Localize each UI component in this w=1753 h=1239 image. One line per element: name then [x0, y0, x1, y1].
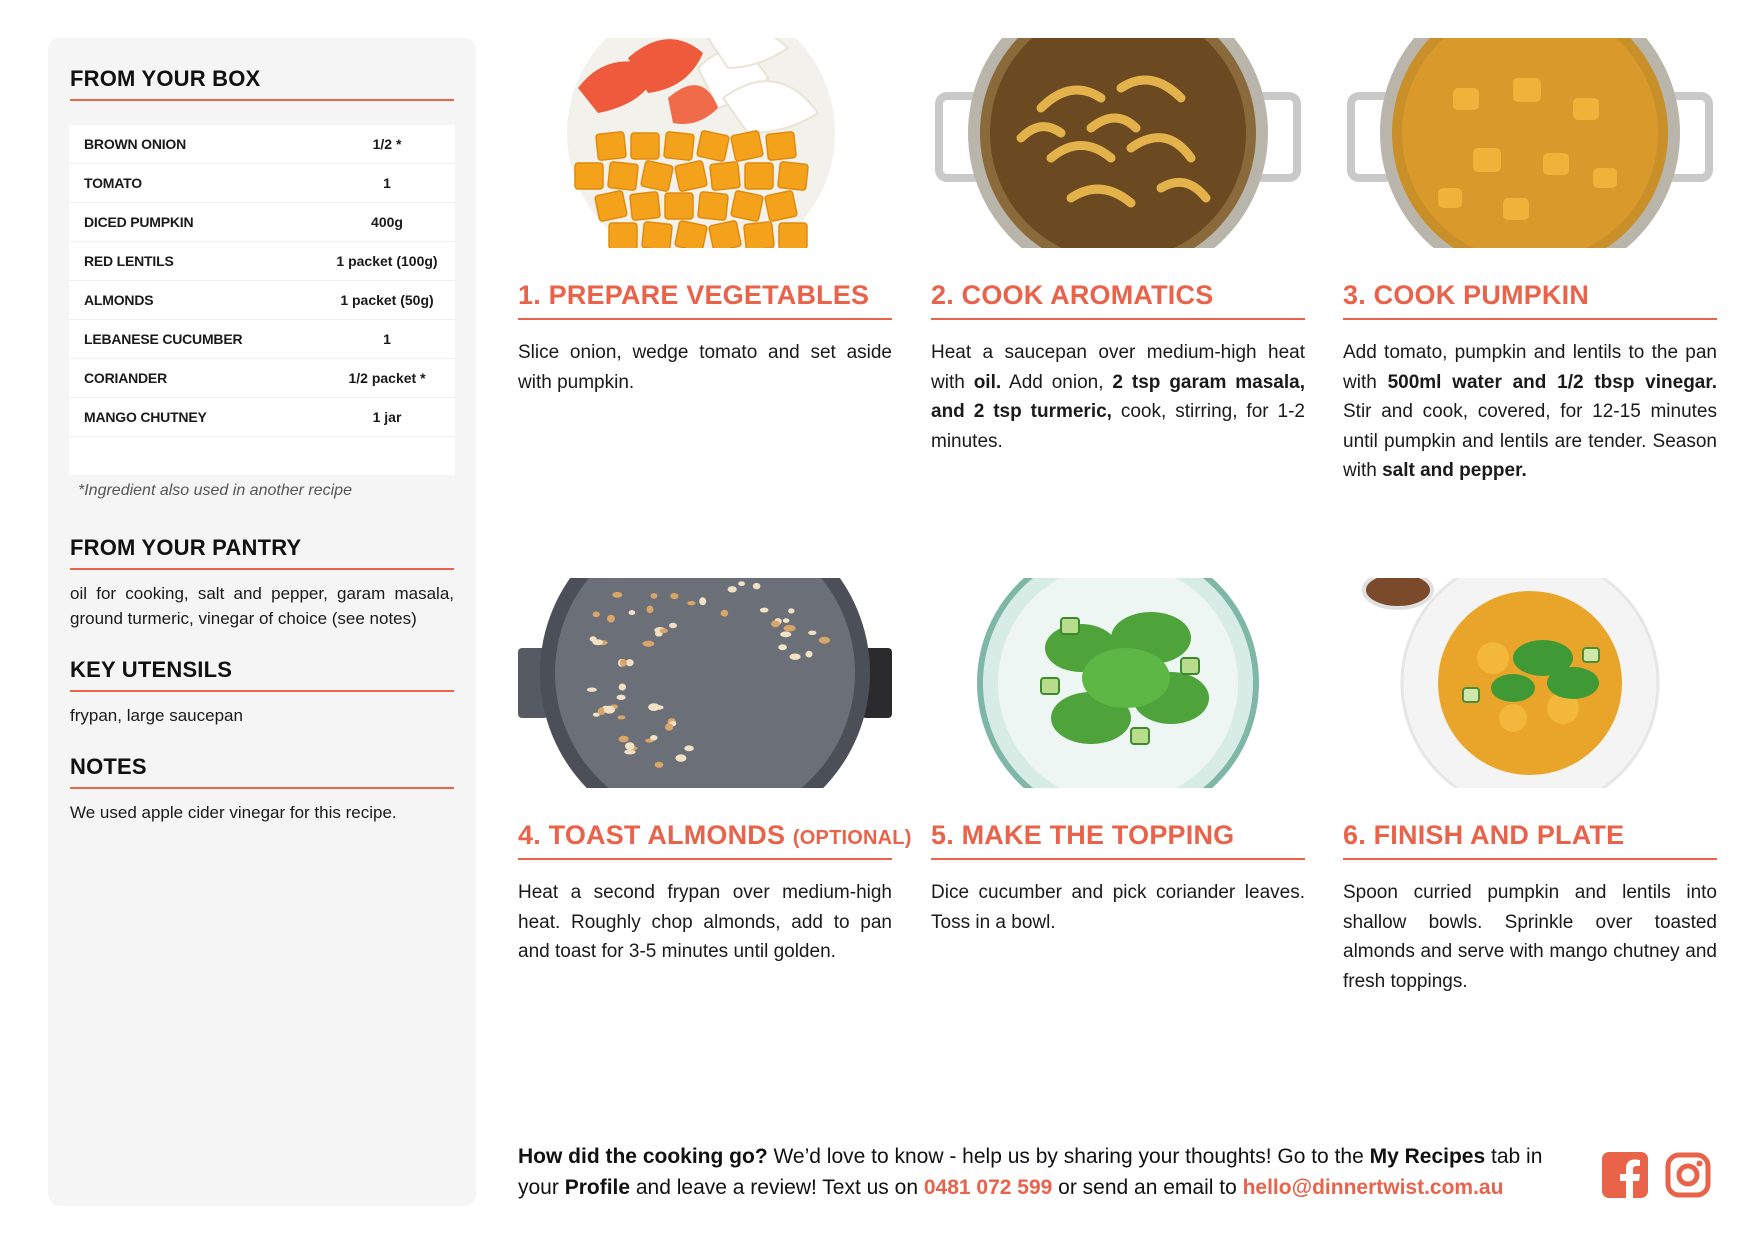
ingredient-row-empty [69, 437, 455, 475]
ingredient-name: ALMONDS [84, 292, 154, 308]
almond-piece [738, 581, 745, 586]
feedback-footer [518, 1141, 1578, 1203]
plated-curry-photo-icon [1343, 578, 1717, 788]
almond-piece [654, 705, 664, 709]
almond-piece [612, 592, 622, 598]
step-4-title [518, 820, 912, 860]
almond-piece [651, 593, 658, 599]
ingredient-qty: 1 [383, 331, 391, 347]
almond-piece [687, 601, 695, 605]
step-2-body [931, 338, 1305, 456]
pumpkin-cube [731, 130, 764, 161]
almond-piece [593, 612, 600, 618]
ingredients-table [69, 125, 455, 475]
step-text: Dice cucumber and pick coriander leaves. Toss in a bowl. [931, 882, 1305, 933]
almond-piece [778, 644, 787, 650]
pantry-text: oil for cooking, salt and pepper, garam masala, ground turmeric, vinegar of choice (see notes) [70, 584, 454, 628]
step-5-title: 5. MAKE THE TOPPING [931, 820, 1305, 860]
step-1-title: 1. PREPARE VEGETABLES [518, 280, 892, 320]
almond-piece [808, 631, 816, 635]
footer-text: tab in your [518, 1145, 1543, 1199]
almond-piece [675, 754, 686, 761]
pumpkin-cube [664, 132, 695, 161]
almond-piece [819, 637, 830, 644]
footer-text-bold: My Recipes [1369, 1145, 1486, 1168]
pumpkin-cube [778, 162, 809, 191]
almond-piece [619, 684, 626, 691]
ingredient-qty: 1 [383, 175, 391, 191]
pumpkin-cube [765, 190, 798, 221]
ingredient-qty: 1 jar [372, 409, 402, 425]
ingredient-name: BROWN ONION [84, 136, 187, 152]
pumpkin-cube [642, 222, 673, 248]
saucepan-pumpkin-photo-icon [1343, 38, 1717, 248]
almond-piece [625, 742, 635, 750]
step-6-photo [1343, 578, 1717, 788]
almond-piece [780, 631, 791, 637]
from-your-pantry-title: FROM YOUR PANTRY [70, 535, 454, 570]
ingredient-row [69, 125, 455, 164]
almond-piece [660, 628, 668, 633]
footer-text-bold: Profile [564, 1176, 631, 1199]
ingredient-qty: 1 packet (50g) [340, 292, 434, 308]
ingredient-qty: 1/2 packet * [348, 370, 426, 386]
step-text-bold: oil. [973, 371, 1002, 393]
pumpkin-cube [665, 193, 693, 219]
step-text: cook, stirring, for 1-2 minutes. [931, 401, 1305, 452]
step-text: Heat a second frypan over medium-high heat. Roughly chop almonds, add to pan and toast for 3-5 minutes until golden. [518, 882, 892, 962]
step-3-photo [1343, 38, 1717, 248]
from-your-box-title: FROM YOUR BOX [70, 66, 454, 101]
ingredient-row [69, 242, 455, 281]
ingredient-row [69, 281, 455, 320]
pumpkin-cube [766, 132, 797, 161]
almond-piece [665, 723, 673, 731]
step-2-title: 2. COOK AROMATICS [931, 280, 1305, 320]
pumpkin-cube [575, 163, 603, 189]
step-4-title-optional: (OPTIONAL) [792, 827, 912, 849]
pumpkin-cube [675, 220, 708, 248]
almond-piece [617, 695, 626, 700]
step-5-body [931, 878, 1305, 937]
phone-link[interactable]: 0481 072 599 [923, 1176, 1053, 1199]
almond-piece [788, 608, 794, 613]
pumpkin-cube [698, 192, 729, 221]
pumpkin-cube [710, 162, 741, 191]
ingredient-name: TOMATO [84, 175, 142, 191]
almond-piece [753, 583, 761, 589]
pumpkin-cube [609, 223, 637, 248]
step-text: Add tomato, pumpkin and lentils to the pan with [1343, 342, 1717, 393]
ingredient-qty: 1 packet (100g) [336, 253, 438, 269]
almond-piece [684, 745, 694, 751]
almond-piece [699, 597, 706, 605]
ingredients-sidebar [48, 38, 476, 1206]
notes-title: NOTES [70, 754, 454, 789]
ingredient-row [69, 320, 455, 359]
ingredient-row [69, 203, 455, 242]
almond-piece [655, 762, 664, 768]
footer-text-bold: How did the cooking go? [518, 1145, 768, 1168]
ingredient-name: RED LENTILS [84, 253, 174, 269]
pumpkin-cube [631, 133, 659, 159]
step-3-title: 3. COOK PUMPKIN [1343, 280, 1717, 320]
ingredient-name: MANGO CHUTNEY [84, 409, 207, 425]
pumpkin-cube [779, 223, 807, 248]
ingredient-name: CORIANDER [84, 370, 167, 386]
almond-piece [587, 688, 597, 692]
almond-piece [721, 610, 729, 617]
ingredient-row [69, 359, 455, 398]
almond-piece [590, 636, 597, 641]
ingredient-name: LEBANESE CUCUMBER [84, 331, 243, 347]
pumpkin-cube [697, 130, 730, 161]
step-1-body [518, 338, 892, 397]
almond-piece [784, 625, 796, 632]
ingredient-footnote: *Ingredient also used in another recipe [78, 482, 352, 499]
almond-piece [790, 654, 801, 660]
pumpkin-cube [641, 160, 674, 191]
ingredient-row [69, 398, 455, 437]
almond-piece [607, 615, 615, 623]
almond-piece [783, 618, 790, 623]
facebook-icon[interactable] [1602, 1152, 1648, 1198]
pumpkin-cube [596, 132, 627, 161]
pumpkin-cube [745, 163, 773, 189]
almond-piece [728, 586, 737, 592]
step-4-title-main: 4. TOAST ALMONDS [518, 820, 793, 850]
vegetables-photo-icon [518, 38, 892, 248]
step-5-photo [931, 578, 1305, 788]
almond-piece [620, 659, 627, 667]
pumpkin-cube [675, 160, 708, 191]
ingredient-name: DICED PUMPKIN [84, 214, 194, 230]
step-text-bold: 500ml water and 1/2 tbsp vinegar. [1387, 371, 1717, 393]
pumpkin-cube [744, 222, 775, 248]
email-link[interactable]: hello@dinnertwist.com.au [1242, 1176, 1504, 1199]
key-utensils-title: KEY UTENSILS [70, 657, 454, 692]
saucepan-onions-photo-icon [931, 38, 1305, 248]
step-6-title: 6. FINISH AND PLATE [1343, 820, 1717, 860]
step-text-bold: 2 tsp garam masala, and 2 tsp turmeric, [931, 371, 1305, 422]
frypan-almonds-photo-icon [518, 578, 892, 788]
pumpkin-cube [608, 162, 639, 191]
step-text-bold: salt and pepper. [1382, 460, 1527, 481]
almond-piece [669, 623, 677, 628]
step-text: Add onion, [1001, 371, 1113, 393]
almond-piece [604, 706, 615, 714]
step-2-photo [931, 38, 1305, 248]
almond-piece [643, 641, 655, 647]
step-3-body [1343, 338, 1717, 486]
almond-piece [806, 651, 813, 658]
step-text: Heat a saucepan over medium-high heat with [931, 342, 1305, 393]
almond-piece [670, 593, 678, 599]
footer-text: or send an email to [1052, 1176, 1243, 1199]
footer-text: and leave a review! Text us on [630, 1176, 924, 1199]
footer-text: We’d love to know - help us by sharing your thoughts! Go to the [767, 1145, 1370, 1168]
ingredient-row [69, 164, 455, 203]
step-text: Stir and cook, covered, for 12-15 minutes until pumpkin and lentils are tender. Season with [1343, 401, 1717, 481]
almond-piece [760, 608, 769, 613]
almond-piece [619, 736, 629, 743]
pumpkin-cube [630, 192, 661, 221]
step-4-body [518, 878, 892, 967]
step-4-photo [518, 578, 892, 788]
step-text: Spoon curried pumpkin and lentils into shallow bowls. Sprinkle over toasted almonds and serve with mango chutney and fresh toppings. [1343, 882, 1717, 992]
utensils-text: frypan, large saucepan [70, 706, 243, 725]
pumpkin-cube [709, 220, 742, 248]
step-6-body [1343, 878, 1717, 996]
step-1-photo [518, 38, 892, 248]
step-text: Slice onion, wedge tomato and set aside with pumpkin. [518, 342, 892, 393]
almond-piece [626, 659, 634, 666]
topping-bowl-photo-icon [931, 578, 1305, 788]
ingredient-qty: 400g [371, 214, 403, 230]
almond-piece [647, 606, 654, 614]
almond-piece [629, 610, 636, 615]
notes-text: We used apple cider vinegar for this recipe. [70, 803, 397, 822]
pumpkin-cube [595, 190, 628, 221]
almond-piece [771, 621, 780, 628]
pumpkin-cube [731, 190, 764, 221]
almond-piece [650, 735, 657, 741]
ingredient-qty: 1/2 * [372, 136, 402, 152]
instagram-icon[interactable] [1665, 1152, 1711, 1198]
almond-piece [618, 715, 626, 719]
